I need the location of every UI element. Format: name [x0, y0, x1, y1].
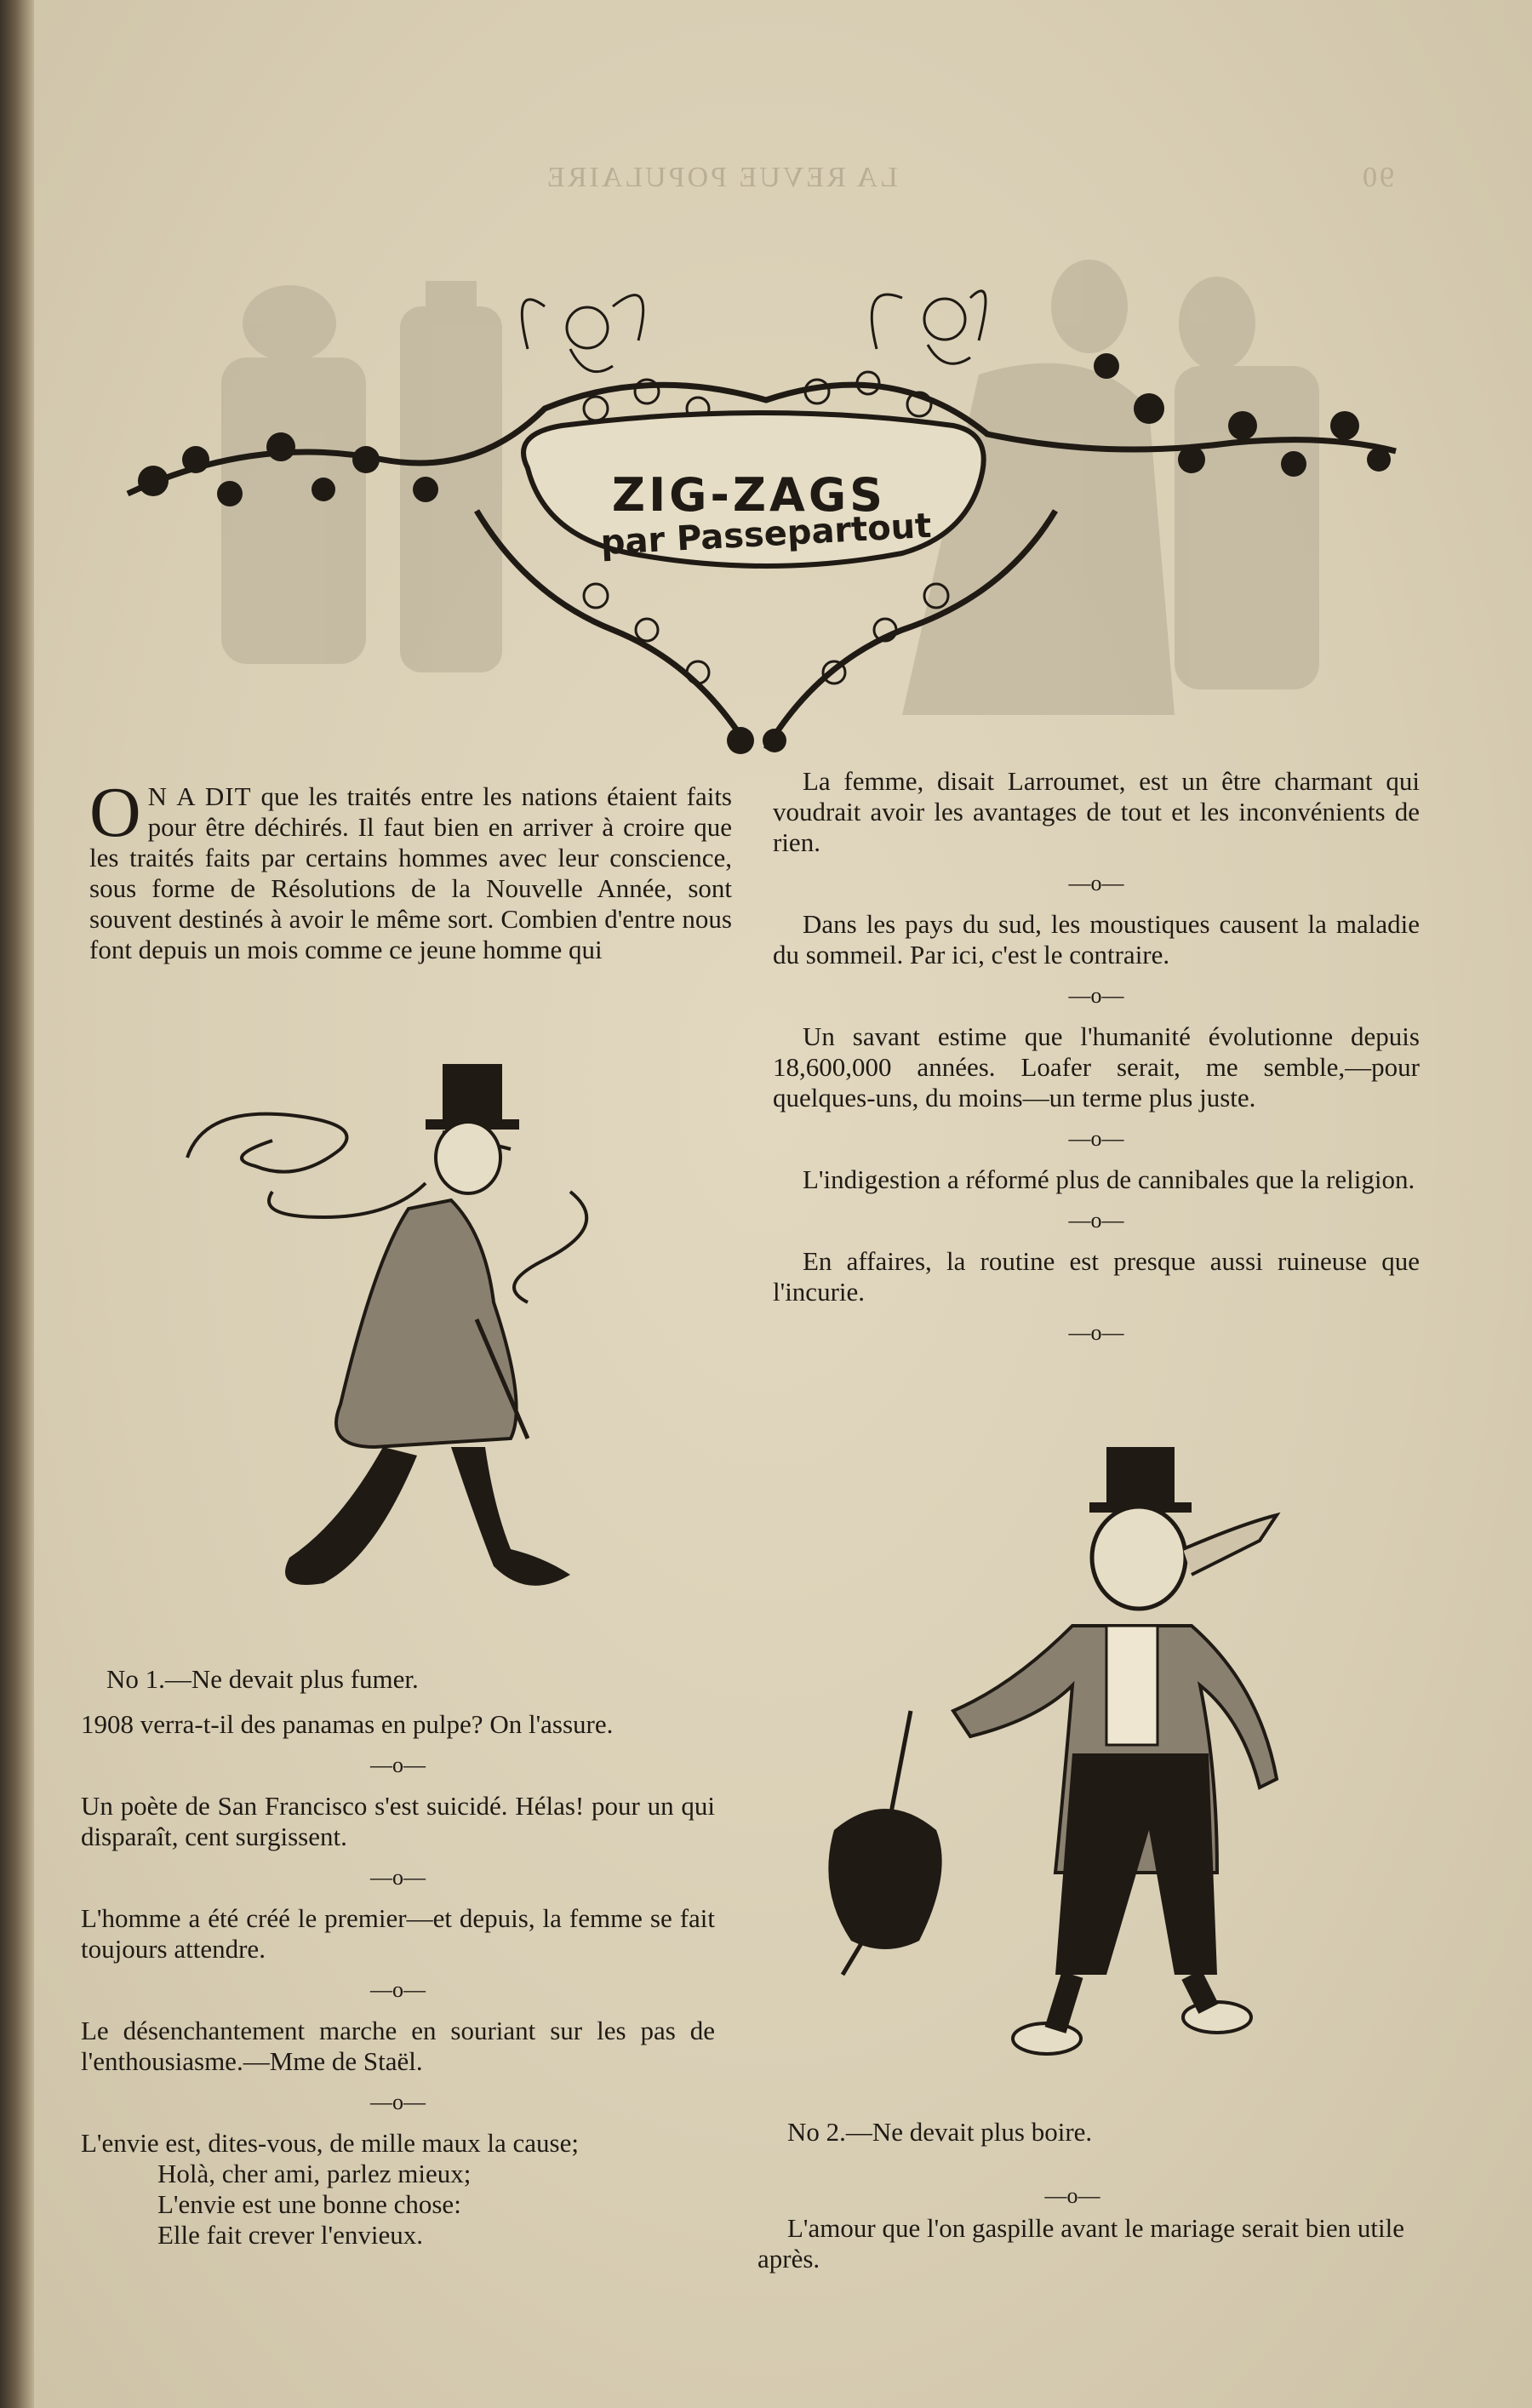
- intro-text: que les traités entre les nations étaient faits pour être déchirés. Il faut bien en arriver à croire que les traités faits par certains hommes avec leur conscience, sous forme de Résolutions de la Nouvelle Année, sont souvent destinés à avoir le même sort. Combien d'entre nous font depuis un mois comme ce jeune homme qui: [89, 781, 732, 964]
- separator: —o—: [370, 1977, 426, 2002]
- separator: —o—: [1044, 2183, 1100, 2208]
- verse-line: L'envie est une bonne chose:: [157, 2189, 461, 2219]
- banner-title: ZIG-ZAGS: [611, 468, 887, 522]
- separator: —o—: [1068, 871, 1124, 895]
- note-affaires: En affaires, la routine est presque aussi ruineuse que l'incurie.: [773, 1246, 1420, 1307]
- illustration-drinker: [817, 1430, 1362, 2094]
- verse-line: L'envie est, dites-vous, de mille maux la cause;: [81, 2128, 579, 2158]
- verse-line: Holà, cher ami, parlez mieux;: [157, 2159, 472, 2188]
- running-head-bleed: LA REVUE POPULAIRE: [545, 162, 898, 193]
- separator: —o—: [1068, 983, 1124, 1008]
- note-desenchantement: Le désenchantement marche en souriant sur les pas de l'enthousiasme.—Mme de Staël.: [81, 2016, 715, 2076]
- drop-cap: O: [89, 773, 141, 852]
- separator: —o—: [1068, 1208, 1124, 1233]
- note-homme: L'homme a été créé le premier—et depuis, la femme se fait toujours attendre.: [81, 1903, 715, 1964]
- right-column-notes: [773, 766, 1420, 1358]
- page-number-bleed: 90: [1360, 162, 1394, 193]
- banner-byline: par Passepartout: [599, 506, 933, 563]
- illustration-smoker: [170, 1047, 613, 1643]
- note-poete: Un poète de San Francisco s'est suicidé. Hélas! pour un qui disparaît, cent surgissent.: [81, 1791, 715, 1851]
- separator: —o—: [1068, 1126, 1124, 1151]
- separator: —o—: [370, 1865, 426, 1890]
- separator: —o—: [1068, 1320, 1124, 1345]
- note-moustiques: Dans les pays du sud, les moustiques causent la maladie du sommeil. Par ici, c'est le contraire.: [773, 909, 1420, 969]
- caption-2: No 2.—Ne devait plus boire.: [787, 2117, 1093, 2147]
- note-femme: La femme, disait Larroumet, est un être charmant qui voudrait avoir les avantages de tout et les inconvénients de rien.: [773, 766, 1420, 857]
- note-savant: Un savant estime que l'humanité évolutionne depuis 18,600,000 années. Loafer serait, me semble,—pour quelques-uns, du moins—un terme plus juste.: [773, 1021, 1420, 1112]
- intro-lead: N A DIT: [147, 781, 252, 811]
- header-ornament: [0, 153, 1532, 766]
- verse-line: Elle fait crever l'envieux.: [157, 2220, 423, 2250]
- separator: —o—: [370, 2090, 426, 2114]
- verse-envie: [81, 2128, 715, 2251]
- left-column-intro: [89, 773, 732, 965]
- left-column-notes: [81, 1709, 715, 2251]
- note-indigestion: L'indigestion a réformé plus de cannibales que la religion.: [803, 1164, 1415, 1194]
- separator: —o—: [370, 1753, 426, 1777]
- note-panamas: 1908 verra-t-il des panamas en pulpe? On l'assure.: [81, 1709, 614, 1739]
- note-amour: L'amour que l'on gaspille avant le mariage serait bien utile après.: [757, 2213, 1404, 2274]
- caption-1: No 1.—Ne devait plus fumer.: [106, 1664, 419, 1694]
